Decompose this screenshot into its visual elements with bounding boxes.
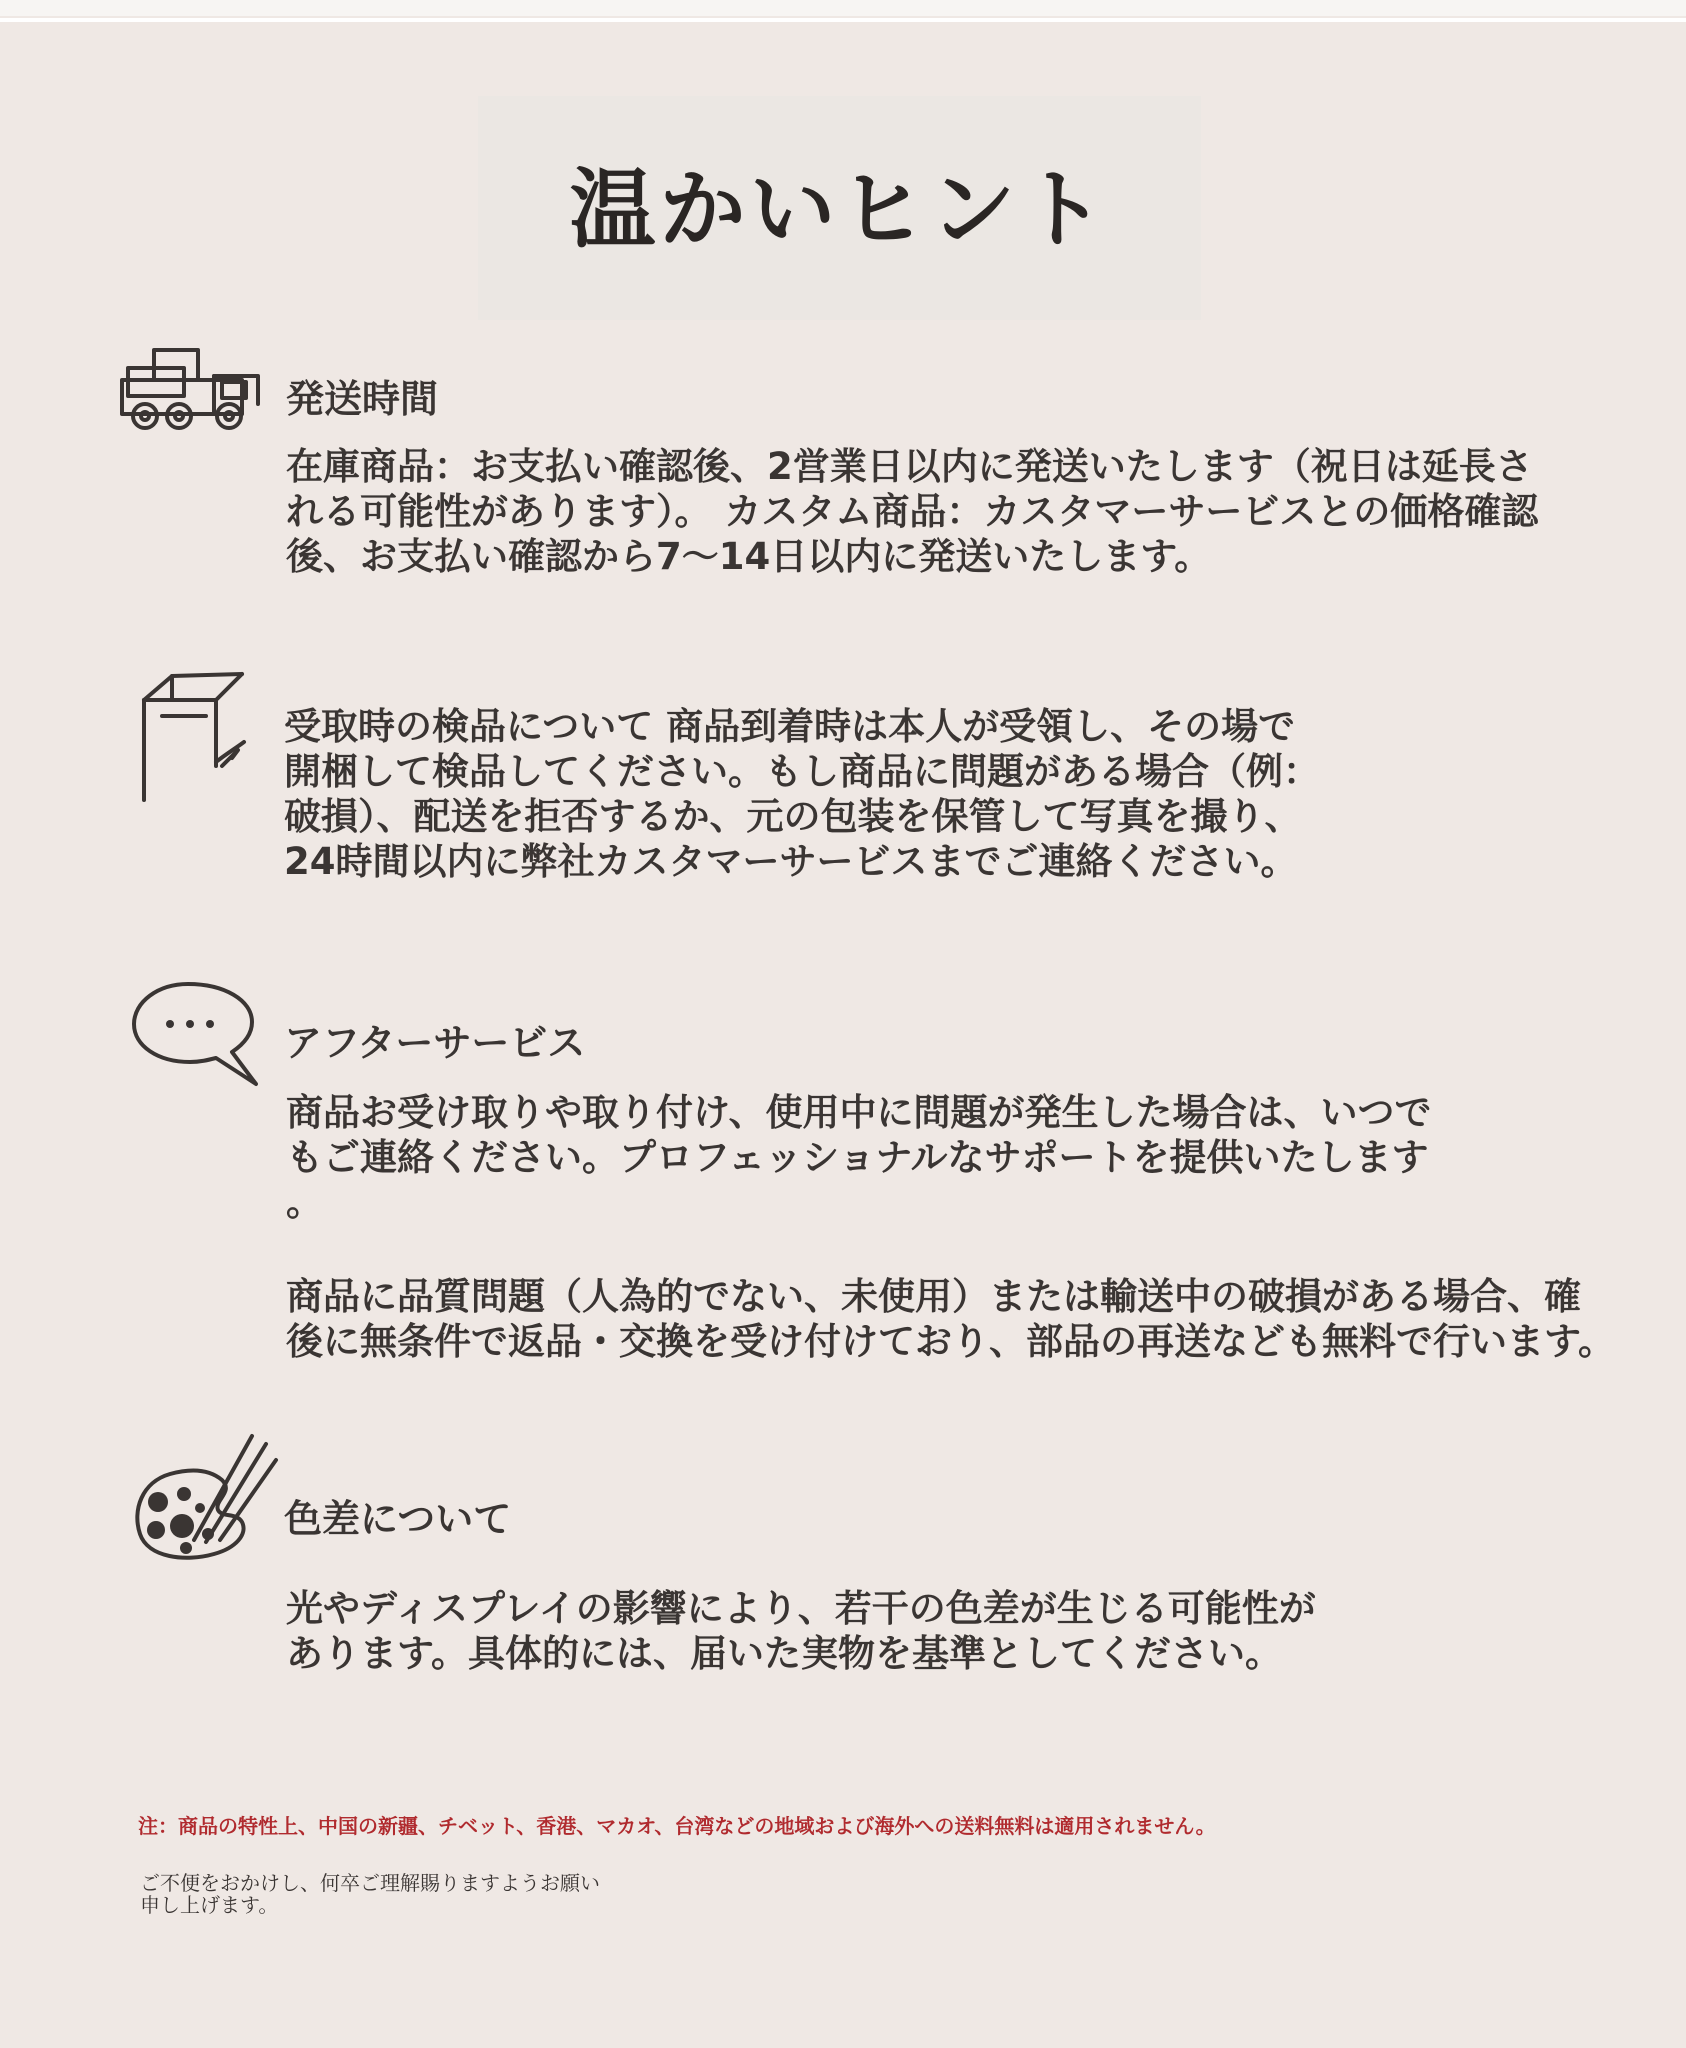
top-band (0, 0, 1686, 16)
box-icon (132, 670, 262, 810)
shipping-exclusion-note: 注：商品の特性上、中国の新疆、チベット、香港、マカオ、台湾などの地域および海外への送料無料は適用されません。 (138, 1814, 1216, 1838)
section-heading-after-service: アフターサービス (284, 1021, 586, 1065)
section-body-inspection: 受取時の検品について 商品到着時は本人が受領し、その場で 開梱して検品してください。もし商品に問題がある場合（例： 破損）、配送を拒否するか、元の包装を保管して写真を撮り、 24時間以内に弊社カスタマーサービスまでご連絡ください。 (284, 705, 1320, 883)
section-heading-color: 色差について (284, 1497, 512, 1541)
section-body-after-service-returns: 商品に品質問題（人為的でない、未使用）または輸送中の破損がある場合、確 後に無条件で返品・交換を受け付けており、部品の再送なども無料で行います。 (286, 1275, 1616, 1363)
truck-icon (118, 346, 268, 438)
chat-bubble-icon (128, 978, 262, 1090)
section-heading-shipping: 発送時間 (286, 377, 439, 421)
section-body-shipping: 在庫商品：お支払い確認後、2営業日以内に発送いたします（祝日は延長さ れる可能性があります）。 カスタム商品：カスタマーサービスとの価格確認 後、お支払い確認から7〜14日以内に発送いたします。 (286, 445, 1539, 578)
palette-icon (130, 1430, 280, 1570)
top-divider (0, 18, 1686, 22)
apology-note: ご不便をおかけし、何卒ご理解賜りますようお願い 申し上げます。 (140, 1871, 600, 1917)
page-title: 温かいヒント (569, 160, 1110, 260)
section-body-after-service: 商品お受け取りや取り付け、使用中に問題が発生した場合は、いつで もご連絡ください。プロフェッショナルなサポートを提供いたします 。 (286, 1091, 1432, 1224)
section-body-color: 光やディスプレイの影響により、若干の色差が生じる可能性が あります。具体的には、届いた実物を基準としてください。 (286, 1587, 1316, 1675)
